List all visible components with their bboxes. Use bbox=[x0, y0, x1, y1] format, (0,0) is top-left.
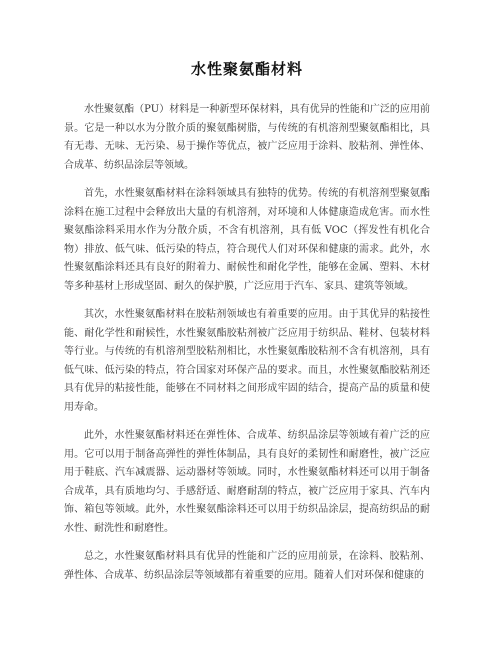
paragraph-summary: 总之，水性聚氨酯材料具有优异的性能和广泛的应用前景，在涂料、胶粘剂、弹性体、合成革、纺织品涂层等领域都有着重要的应用。随着人们对环保和健康的 bbox=[64, 551, 430, 581]
paragraph-adhesives: 其次，水性聚氨酯材料在胶粘剂领域也有着重要的应用。由于其优异的粘接性能、耐化学性和耐候性，水性聚氨酯胶粘剂被广泛应用于纺织品、鞋材、包装材料等行业。与传统的有机溶剂型胶粘剂相比，水性聚氨酯胶粘剂不含有机溶剂，具有低气味、低污染的特点，符合国家对环保产品的要求。而且，水性聚氨酯胶粘剂还具有优异的粘接性能，能够在不同材料之间形成牢固的结合，提高产品的质量和使用寿命。 bbox=[64, 309, 430, 413]
paragraph-coatings: 首先，水性聚氨酯材料在涂料领域具有独特的优势。传统的有机溶剂型聚氨酯涂料在施工过程中会释放出大量的有机溶剂，对环境和人体健康造成危害。而水性聚氨酯涂料采用水作为分散介质，不含有机溶剂，具有低 VOC（挥发性有机化合物）排放、低气味、低污染的特点，符合现代人们对环保和健康的需求。此外，水性聚氨酯涂料还具有良好的附着力、耐候性和耐化学性，能够在金属、塑料、木材等多种基材上形成坚固、耐久的保护膜，广泛应用于汽车、家具、建筑等领域。 bbox=[64, 188, 430, 292]
paragraph-other-applications: 此外，水性聚氨酯材料还在弹性体、合成革、纺织品涂层等领域有着广泛的应用。它可以用于制备高弹性的弹性体制品，具有良好的柔韧性和耐磨性，被广泛应用于鞋底、汽车减震器、运动器材等领域。同时，水性聚氨酯材料还可以用于制备合成革，具有质地均匀、手感舒适、耐磨耐刮的特点，被广泛应用于家具、汽车内饰、箱包等领域。此外，水性聚氨酯涂料还可以用于纺织品涂层，提高纺织品的耐水性、耐洗性和耐磨性。 bbox=[64, 430, 430, 534]
paragraph-intro: 水性聚氨酯（PU）材料是一种新型环保材料，具有优异的性能和广泛的应用前景。它是一种以水为分散介质的聚氨酯树脂，与传统的有机溶剂型聚氨酯相比，具有无毒、无味、无污染、易于操作等优点，被广泛应用于涂料、胶粘剂、弹性体、合成革、纺织品涂层等领域。 bbox=[64, 104, 430, 171]
document-title: 水性聚氨酯材料 bbox=[190, 60, 303, 78]
